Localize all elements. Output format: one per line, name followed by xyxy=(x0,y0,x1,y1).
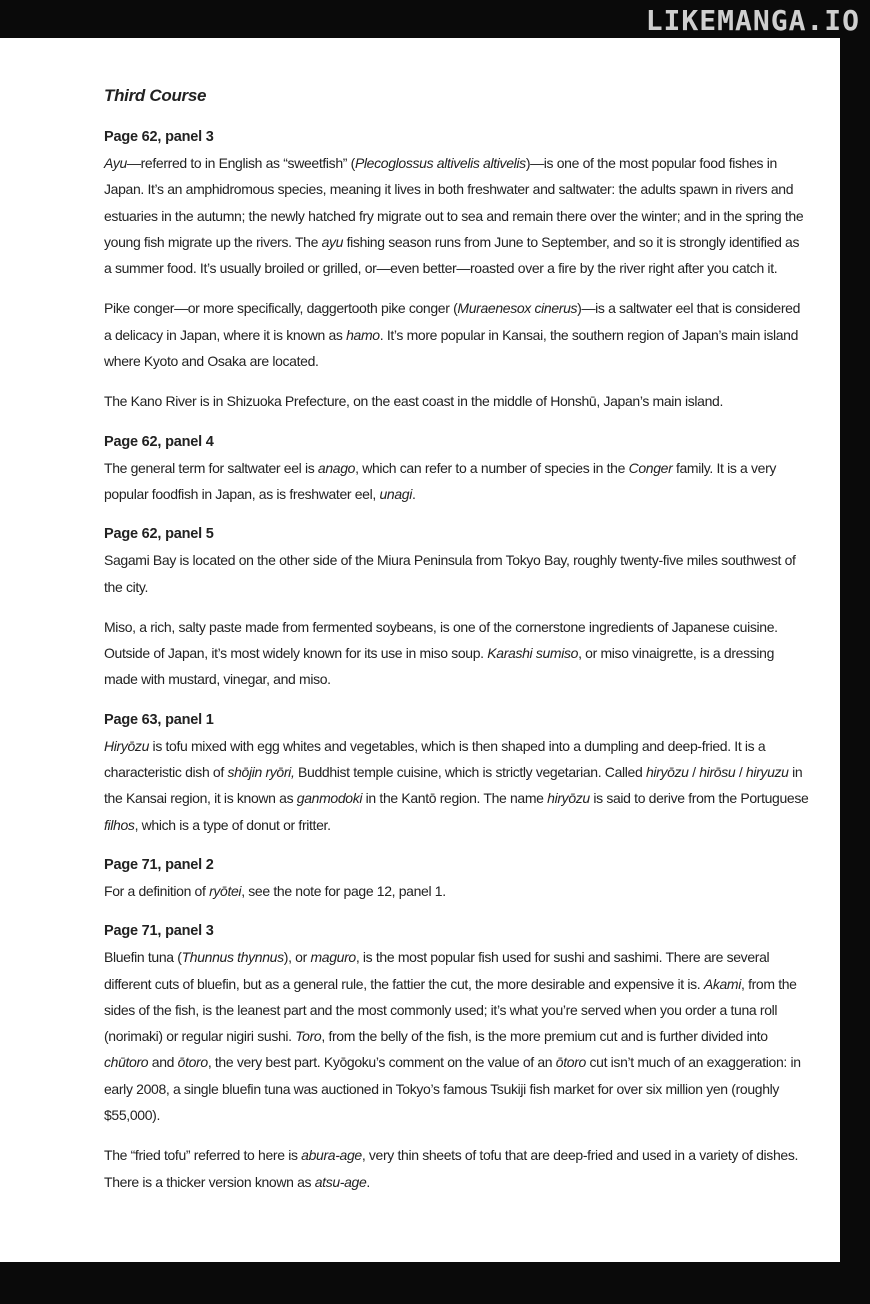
italic-term: atsu-age xyxy=(314,1173,367,1190)
text-run: cut isn’t much of an exaggeration: in early 2008, a single bluefin tuna was auctioned in Tokyo’s famous Tsukiji fish market for over six million yen (roughly $55,000). xyxy=(104,1054,801,1124)
italic-term: Plecoglossus altivelis altivelis xyxy=(354,155,526,171)
text-run: , the very best part. Kyōgoku’s comment on the value of an xyxy=(207,1054,556,1071)
note-section xyxy=(104,852,809,904)
text-run: Sagami Bay is located on the other side of the Miura Peninsula from Tokyo Bay, roughly twenty-five miles southwest of the city. xyxy=(104,552,796,595)
text-run: ), or xyxy=(283,949,311,966)
note-heading: Page 62, panel 4 xyxy=(104,433,214,450)
italic-term: hirōsu xyxy=(699,764,736,781)
text-run: . xyxy=(411,485,416,502)
italic-term: hamo xyxy=(346,326,380,343)
note-heading: Page 62, panel 3 xyxy=(104,129,214,145)
right-black-band xyxy=(840,38,870,1268)
note-section xyxy=(104,124,809,415)
note-paragraph xyxy=(104,295,809,374)
text-run: . xyxy=(366,1173,370,1190)
italic-term: Ayu xyxy=(104,155,127,171)
text-run: )—is a saltwater eel that is considered a delicacy in Japan, where it is known as xyxy=(104,300,801,343)
italic-term: Muraenesox cinerus xyxy=(457,300,578,317)
italic-term: ryōtei xyxy=(209,882,242,899)
watermark-text: LIKEMANGA.IO xyxy=(645,4,860,37)
text-run: fishing season runs from June to September, and so it is strongly identified as a summer food. It’s usually broiled or grilled, or—even better—roasted over a fire by the river right after you catch it. xyxy=(104,233,800,277)
text-run: The Kano River is in Shizuoka Prefecture, on the east coast in the middle of Honshū, Japan’s main island. xyxy=(104,393,724,410)
italic-term: ōtoro xyxy=(555,1054,586,1071)
italic-term: abura-age xyxy=(301,1147,362,1164)
note-heading: Page 63, panel 1 xyxy=(104,711,214,728)
note-section xyxy=(104,429,809,508)
italic-term: shōjin ryōri, xyxy=(227,764,295,781)
italic-term: filhos xyxy=(104,816,135,833)
text-run: Bluefin tuna ( xyxy=(104,949,182,966)
text-run: Buddhist temple cuisine, which is strictly vegetarian. Called xyxy=(294,764,646,781)
text-run: —referred to in English as “sweetfish” ( xyxy=(126,155,355,171)
italic-term: chūtoro xyxy=(104,1054,149,1071)
text-run: / xyxy=(735,764,746,781)
text-run: , is the most popular fish used for sushi and sashimi. There are several different cuts of bluefin, but as a general rule, the fattier the cut, the more desirable and expensive it is. xyxy=(104,949,770,992)
italic-term: Akami xyxy=(703,975,741,992)
text-run: , which can refer to a number of species in the xyxy=(355,459,629,476)
notes-list xyxy=(104,124,809,1195)
text-run: For a definition of xyxy=(104,882,210,899)
italic-term: Thunnus thynnus xyxy=(181,949,284,966)
note-paragraph xyxy=(104,1142,809,1195)
text-run: , from the sides of the fish, is the leanest part and the most commonly used; it’s what you’re served when you order a tuna roll (norimaki) or regular nigiri sushi. xyxy=(104,975,797,1045)
note-paragraph xyxy=(104,878,809,904)
note-paragraph xyxy=(104,614,809,693)
italic-term: Karashi sumiso xyxy=(487,645,579,662)
note-paragraph xyxy=(104,944,809,1128)
text-run: , from the belly of the fish, is the more premium cut and is further divided into xyxy=(321,1028,768,1045)
text-run: and xyxy=(148,1054,178,1071)
text-run: Pike conger—or more specifically, daggertooth pike conger ( xyxy=(104,300,458,317)
text-run: )—is one of the most popular food fishes in Japan. It’s an amphidromous species, meaning it lives in both freshwater and saltwater: the adults spawn in rivers and estuaries in the autumn; the newly hatched fry migrate out to sea and remain there over the winter; and in the spring the young fish migrate up the rivers. The xyxy=(104,155,804,250)
italic-term: unagi xyxy=(379,485,412,502)
note-paragraph xyxy=(104,150,809,281)
bottom-black-band xyxy=(0,1262,870,1304)
note-heading: Page 71, panel 2 xyxy=(104,856,214,873)
page-content xyxy=(104,86,809,1209)
note-section xyxy=(104,707,809,838)
italic-term: Toro xyxy=(295,1028,322,1045)
note-paragraph xyxy=(104,733,809,838)
text-run: is said to derive from the Portuguese xyxy=(589,790,809,807)
text-run: , very thin sheets of tofu that are deep-fried and used in a variety of dishes. There is a thicker version known as xyxy=(104,1147,799,1190)
document-page xyxy=(0,38,840,1262)
note-paragraph xyxy=(104,547,809,600)
text-run: / xyxy=(688,764,700,781)
text-run: The “fried tofu” referred to here is xyxy=(104,1147,302,1164)
text-run: , see the note for page 12, panel 1. xyxy=(241,882,446,899)
text-run: is tofu mixed with egg whites and vegetables, which is then shaped into a dumpling and deep-fried. It is a characteristic dish of xyxy=(104,737,766,781)
italic-term: Conger xyxy=(628,459,673,476)
top-black-band xyxy=(0,0,870,38)
note-section xyxy=(104,521,809,692)
italic-term: ōtoro xyxy=(177,1054,208,1071)
text-run: The general term for saltwater eel is xyxy=(104,459,318,476)
italic-term: hiryōzu xyxy=(645,764,689,781)
note-section xyxy=(104,918,809,1195)
note-paragraph xyxy=(104,455,809,508)
text-run: in the Kansai region, it is known as xyxy=(104,764,803,807)
italic-term: hiryōzu xyxy=(547,790,590,807)
italic-term: maguro xyxy=(310,949,356,966)
note-heading: Page 71, panel 3 xyxy=(104,923,214,940)
course-title: Third Course xyxy=(104,86,207,105)
text-run: , which is a type of donut or fritter. xyxy=(134,816,331,833)
note-heading: Page 62, panel 5 xyxy=(104,526,214,543)
italic-term: anago xyxy=(317,459,356,476)
text-run: family. It is a very popular foodfish in Japan, as is freshwater eel, xyxy=(104,459,777,502)
italic-term: ganmodoki xyxy=(296,790,363,807)
note-paragraph xyxy=(104,388,809,414)
italic-term: ayu xyxy=(321,233,344,250)
italic-term: Hiryōzu xyxy=(104,737,150,754)
text-run: , or miso vinaigrette, is a dressing made with mustard, vinegar, and miso. xyxy=(104,645,775,688)
text-run: Miso, a rich, salty paste made from fermented soybeans, is one of the cornerstone ingredients of Japanese cuisine. Outside of Japan, it’s most widely known for its use in miso soup. xyxy=(104,618,778,662)
italic-term: hiryuzu xyxy=(745,764,789,781)
text-run: . It’s more popular in Kansai, the southern region of Japan’s main island where Kyoto and Osaka are located. xyxy=(104,326,799,370)
text-run: in the Kantō region. The name xyxy=(362,790,548,807)
